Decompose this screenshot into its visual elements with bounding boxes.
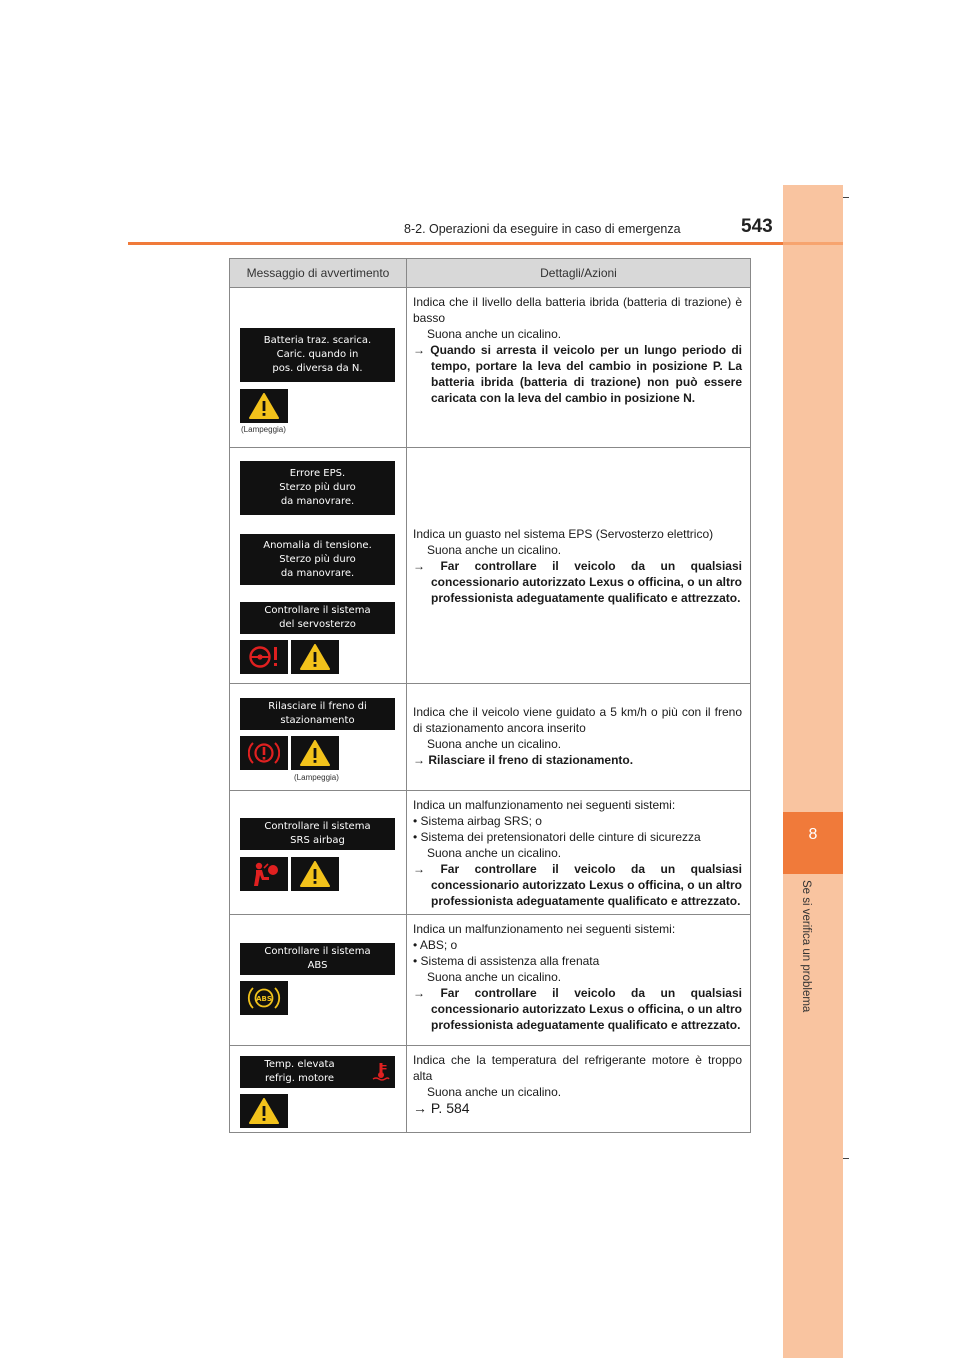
warning-message-text: Controllare il sistema del servosterzo <box>264 605 371 630</box>
details-cell <box>407 915 751 1046</box>
flash-caption: (Lampeggia) <box>241 425 286 434</box>
chapter-number: 8 <box>808 826 818 843</box>
warning-triangle-icon <box>300 861 330 887</box>
airbag-icon <box>246 860 282 888</box>
details-text: Indica che il livello della batteria ibrida (batteria di trazione) è basso <box>413 295 742 325</box>
header-rule <box>128 242 783 245</box>
warning-light <box>291 857 339 891</box>
details-cell <box>407 791 751 915</box>
warning-message-text: Controllare il sistema ABS <box>264 946 371 971</box>
table-row <box>230 448 751 684</box>
warning-message-text: Anomalia di tensione. Sterzo più duro da manovrare. <box>263 539 372 579</box>
details-cell <box>407 448 751 684</box>
table-row <box>230 1046 751 1133</box>
flash-caption: (Lampeggia) <box>294 773 339 782</box>
message-cell <box>230 915 407 1046</box>
warning-message-text: Controllare il sistema SRS airbag <box>264 821 371 846</box>
warning-message-display <box>240 818 395 850</box>
action-text: → Far controllare il veicolo da un qualsiasi concessionario autorizzato Lexus o officina, o un altro professionista adeguatamente qualificato e attrezzato. <box>413 558 742 605</box>
details-text: Indica un malfunzionamento nei seguenti sistemi: <box>413 798 676 812</box>
side-tab <box>783 185 843 1358</box>
details-cell <box>407 684 751 791</box>
table-header-row <box>230 259 751 288</box>
warning-message-display <box>240 943 395 975</box>
buzzer-note: Suona anche un cicalino. <box>427 970 562 984</box>
warning-message-text: Temp. elevata refrig. motore <box>264 1059 335 1084</box>
warning-message-text: Rilasciare il freno di stazionamento <box>268 701 367 726</box>
warning-light <box>240 981 288 1015</box>
warning-light <box>240 640 288 674</box>
warning-light <box>291 736 339 770</box>
table-row <box>230 288 751 448</box>
page-reference: → P. 584 <box>413 1100 470 1116</box>
warning-message-text: Errore EPS. Sterzo più duro da manovrare. <box>279 468 356 507</box>
warning-message-display <box>240 602 395 634</box>
warning-triangle-icon <box>300 644 330 670</box>
bullet-item: • Sistema di assistenza alla frenata <box>413 954 600 968</box>
side-label <box>800 880 824 1040</box>
details-cell <box>407 1046 751 1133</box>
page-number: 543 <box>741 216 773 237</box>
buzzer-note: Suona anche un cicalino. <box>427 542 562 557</box>
table-row <box>230 915 751 1046</box>
buzzer-note: Suona anche un cicalino. <box>427 327 562 341</box>
buzzer-note: Suona anche un cicalino. <box>427 737 562 751</box>
action-text: → Rilasciare il freno di stazionamento. <box>413 753 634 767</box>
bullet-item: • ABS; o <box>413 938 458 952</box>
warning-light <box>240 857 288 891</box>
col-header-details: Dettagli/Azioni <box>407 259 751 288</box>
col-header-message: Messaggio di avvertimento <box>230 259 407 288</box>
warning-triangle-icon <box>249 393 279 419</box>
table-row <box>230 791 751 915</box>
header-rule-tab <box>783 242 843 245</box>
warning-message-display <box>240 698 395 730</box>
svg-text:ABS: ABS <box>256 995 272 1003</box>
eps-icon <box>244 643 284 671</box>
message-cell <box>230 288 407 448</box>
warning-light <box>240 1094 288 1128</box>
warning-triangle-icon <box>300 740 330 766</box>
details-text: Indica un malfunzionamento nei seguenti sistemi: <box>413 922 676 936</box>
message-cell <box>230 791 407 915</box>
action-text: → Quando si arresta il veicolo per un lungo periodo di tempo, portare la leva del cambio in posizione P. La batteria ibrida (batteria di trazione) non può essere caricata con la leva del cambio in posizione N. <box>413 343 742 405</box>
message-cell <box>230 684 407 791</box>
table-row <box>230 684 751 791</box>
section-title: 8-2. Operazioni da eseguire in caso di emergenza <box>404 222 681 236</box>
action-text: → Far controllare il veicolo da un qualsiasi concessionario autorizzato Lexus o officina, o un altro professionista adeguatamente qualificato e attrezzato. <box>413 862 742 908</box>
bullet-item: • Sistema dei pretensionatori delle cinture di sicurezza <box>413 830 701 844</box>
message-cell <box>230 448 407 684</box>
details-cell <box>407 288 751 448</box>
details-text: Indica che il veicolo viene guidato a 5 km/h o più con il freno di stazionamento ancora inserito <box>413 705 742 735</box>
details-text: Indica che la temperatura del refrigerante motore è troppo alta <box>413 1053 742 1083</box>
parking-brake-icon <box>248 739 280 767</box>
warning-triangle-icon <box>249 1098 279 1124</box>
details-text: Indica un guasto nel sistema EPS (Servosterzo elettrico) <box>413 526 714 541</box>
coolant-temp-icon <box>371 1062 391 1082</box>
abs-icon <box>247 984 281 1012</box>
warning-message-display <box>240 534 395 585</box>
warning-message-display <box>240 461 395 515</box>
message-cell <box>230 1046 407 1133</box>
action-text: → Far controllare il veicolo da un qualsiasi concessionario autorizzato Lexus o officina, o un altro professionista adeguatamente qualificato e attrezzato. <box>413 986 742 1032</box>
side-label-text: Se si verifica un problema <box>800 880 812 1013</box>
warning-message-display <box>240 328 395 382</box>
buzzer-note: Suona anche un cicalino. <box>427 846 562 860</box>
warning-light <box>291 640 339 674</box>
warning-table <box>229 258 751 1133</box>
bullet-item: • Sistema airbag SRS; o <box>413 814 542 828</box>
buzzer-note: Suona anche un cicalino. <box>427 1085 562 1099</box>
warning-message-text: Batteria traz. scarica. Caric. quando in pos. diversa da N. <box>263 335 372 374</box>
warning-light <box>240 736 288 770</box>
warning-light <box>240 389 288 423</box>
